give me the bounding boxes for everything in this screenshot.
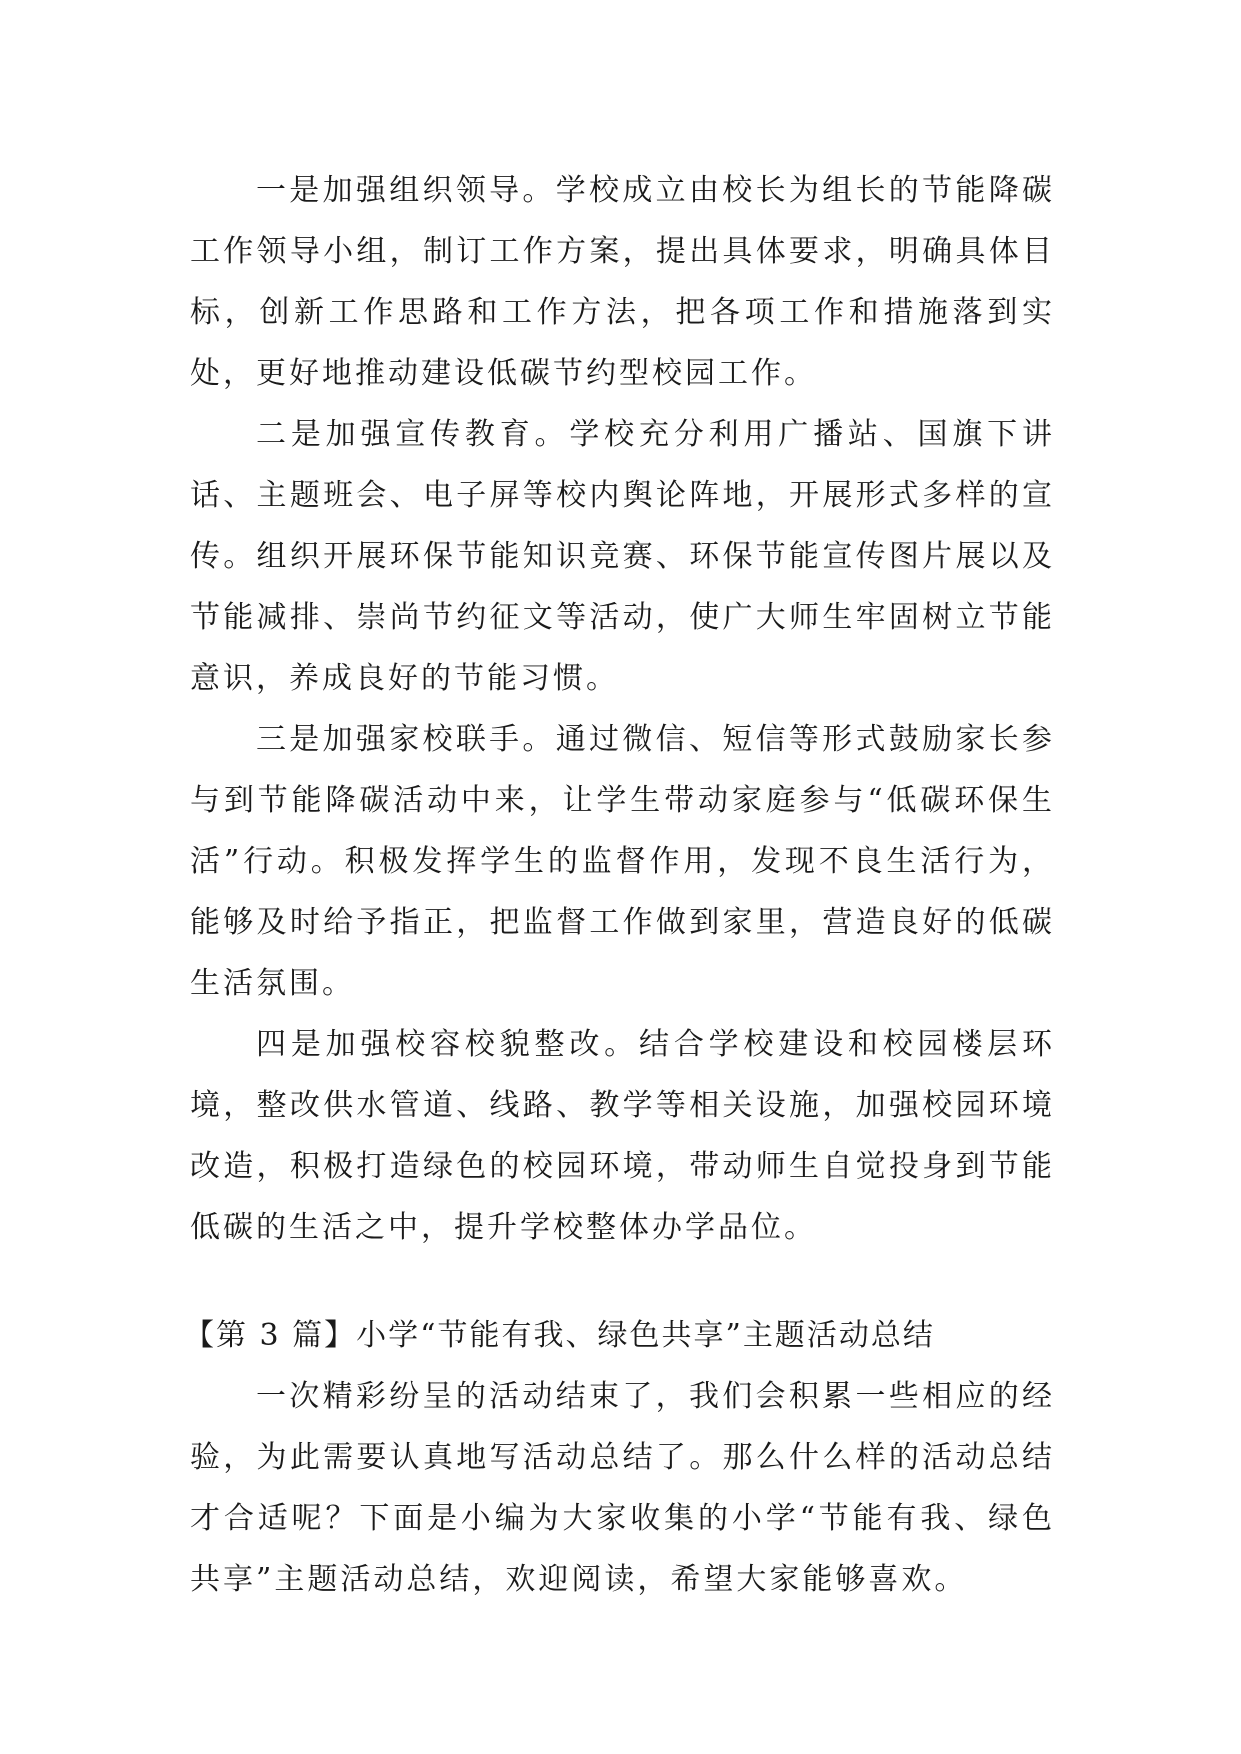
section-title: 【第 3 篇】小学“节能有我、绿色共享”主题活动总结	[184, 1318, 935, 1353]
document-body	[184, 160, 1055, 1610]
paragraph-home-school-cooperation: 三是加强家校联手。通过微信、短信等形式鼓励家长参与到节能降碳活动中来，让学生带动家庭参与“低碳环保生活”行动。积极发挥学生的监督作用，发现不良生活行为，能够及时给予指正，把监督工作做到家里，营造良好的低碳生活氛围。	[190, 722, 1055, 1001]
paragraph-campus-rectification: 四是加强校容校貌整改。结合学校建设和校园楼层环境，整改供水管道、线路、教学等相关设施，加强校园环境改造，积极打造绿色的校园环境，带动师生自觉投身到节能低碳的生活之中，提升学校整体办学品位。	[190, 1027, 1055, 1245]
paragraph-organization-leadership: 一是加强组织领导。学校成立由校长为组长的节能降碳工作领导小组，制订工作方案，提出具体要求，明确具体目标，创新工作思路和工作方法，把各项工作和措施落到实处，更好地推动建设低碳节约型校园工作。	[190, 173, 1055, 391]
paragraph-publicity-education: 二是加强宣传教育。学校充分利用广播站、国旗下讲话、主题班会、电子屏等校内舆论阵地，开展形式多样的宣传。组织开展环保节能知识竞赛、环保节能宣传图片展以及节能减排、崇尚节约征文等活动，使广大师生牢固树立节能意识，养成良好的节能习惯。	[190, 417, 1055, 696]
intro-paragraph: 一次精彩纷呈的活动结束了，我们会积累一些相应的经验，为此需要认真地写活动总结了。那么什么样的活动总结才合适呢？下面是小编为大家收集的小学“节能有我、绿色共享”主题活动总结，欢迎阅读，希望大家能够喜欢。	[190, 1379, 1055, 1597]
